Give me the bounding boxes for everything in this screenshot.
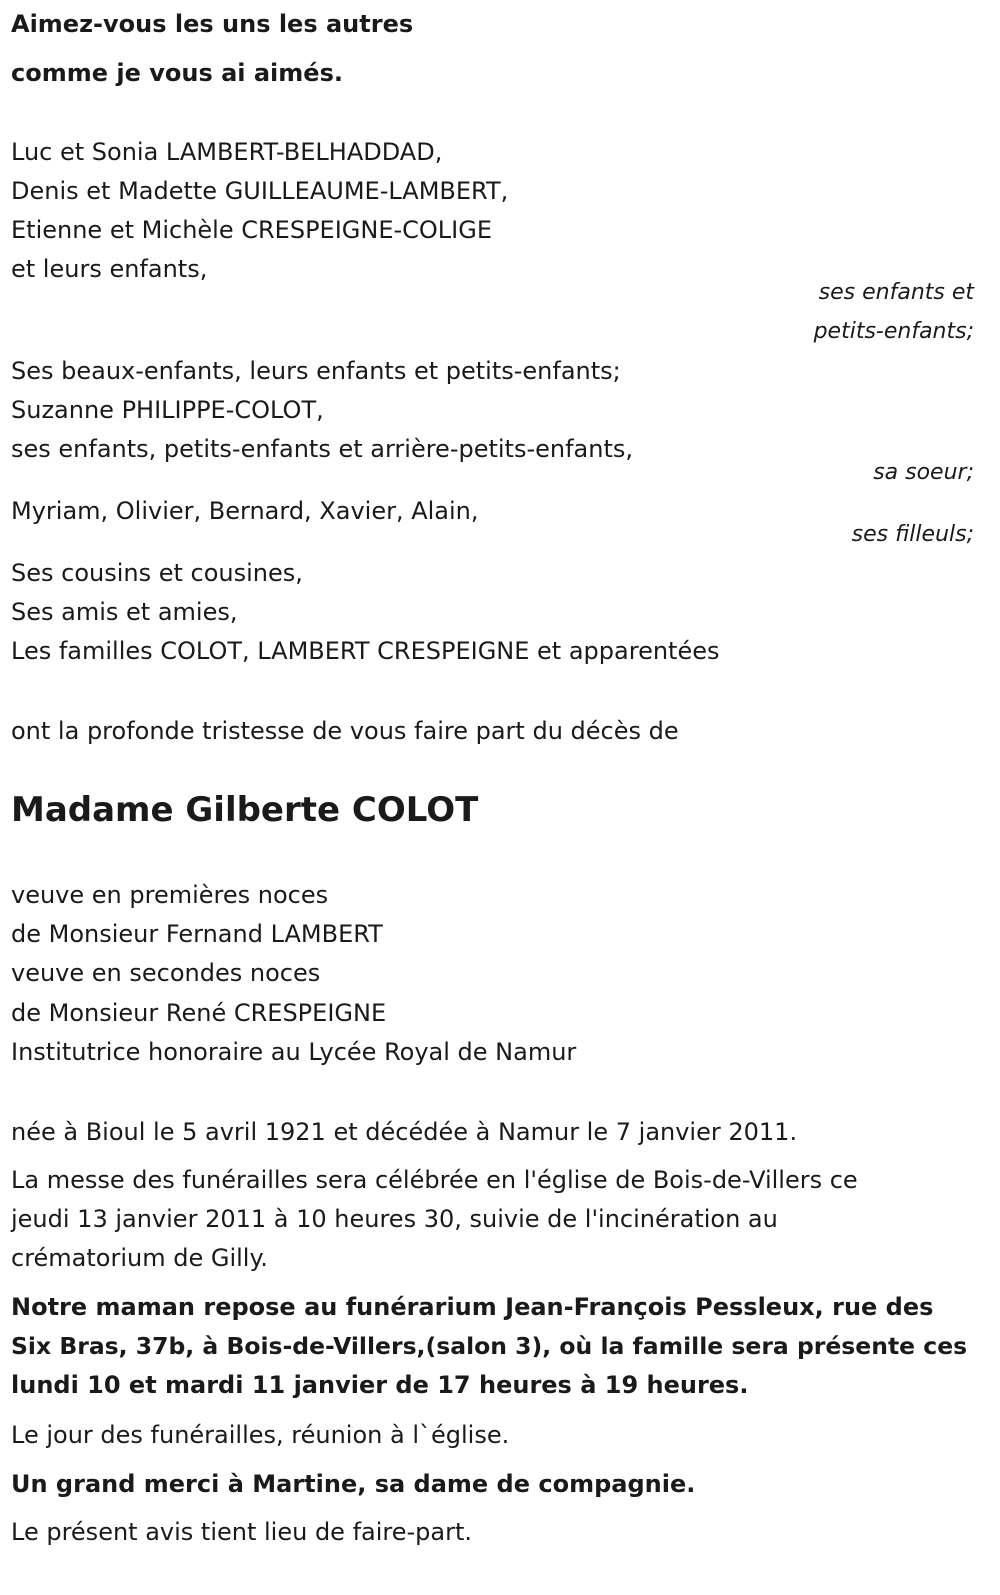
others-line: Les familles COLOT, LAMBERT CRESPEIGNE et apparentées: [11, 637, 720, 665]
deceased-detail-line: de Monsieur René CRESPEIGNE: [11, 999, 387, 1027]
children-role-line-2: petits-enfants;: [813, 319, 974, 344]
deceased-detail-line: Institutrice honoraire au Lycée Royal de Namur: [11, 1038, 577, 1066]
others-line: Ses cousins et cousines,: [11, 559, 303, 587]
others-line: Ses amis et amies,: [11, 598, 238, 626]
verse-line-1: Aimez-vous les uns les autres: [11, 10, 414, 38]
deceased-detail-line: veuve en secondes noces: [11, 959, 321, 987]
sister-family-line: ses enfants, petits-enfants et arrière-petits-enfants,: [11, 435, 634, 463]
stepchildren-line: Ses beaux-enfants, leurs enfants et petits-enfants;: [11, 357, 621, 385]
mass-line: jeudi 13 janvier 2011 à 10 heures 30, suivie de l'incinération au: [11, 1205, 778, 1233]
funerarium-line: Six Bras, 37b, à Bois-de-Villers,(salon 3), où la famille sera présente ces: [11, 1332, 968, 1360]
mass-line: crématorium de Gilly.: [11, 1244, 268, 1272]
thanks-line: Un grand merci à Martine, sa dame de compagnie.: [11, 1470, 696, 1498]
notice-line: Le présent avis tient lieu de faire-part.: [11, 1518, 473, 1546]
family-children-line: Denis et Madette GUILLEAUME-LAMBERT,: [11, 177, 509, 205]
family-children-line: et leurs enfants,: [11, 255, 208, 283]
godchildren-role: ses filleuls;: [851, 522, 974, 547]
deceased-name: Madame Gilberte COLOT: [11, 790, 479, 830]
godchildren-line: Myriam, Olivier, Bernard, Xavier, Alain,: [11, 497, 479, 525]
family-children-line: Etienne et Michèle CRESPEIGNE-COLIGE: [11, 216, 493, 244]
announcement-line: ont la profonde tristesse de vous faire part du décès de: [11, 717, 679, 745]
birth-death-line: née à Bioul le 5 avril 1921 et décédée à Namur le 7 janvier 2011.: [11, 1118, 798, 1146]
sister-line: Suzanne PHILIPPE-COLOT,: [11, 396, 324, 424]
funerarium-line: lundi 10 et mardi 11 janvier de 17 heures à 19 heures.: [11, 1371, 749, 1399]
mass-line: La messe des funérailles sera célébrée en l'église de Bois-de-Villers ce: [11, 1166, 858, 1194]
children-role-line-1: ses enfants et: [818, 280, 974, 305]
family-children-line: Luc et Sonia LAMBERT-BELHADDAD,: [11, 138, 443, 166]
funerarium-line: Notre maman repose au funérarium Jean-François Pessleux, rue des: [11, 1293, 934, 1321]
verse-line-2: comme je vous ai aimés.: [11, 59, 343, 87]
sister-role: sa soeur;: [873, 460, 974, 485]
meeting-line: Le jour des funérailles, réunion à l`église.: [11, 1421, 510, 1449]
deceased-detail-line: veuve en premières noces: [11, 881, 329, 909]
deceased-detail-line: de Monsieur Fernand LAMBERT: [11, 920, 383, 948]
